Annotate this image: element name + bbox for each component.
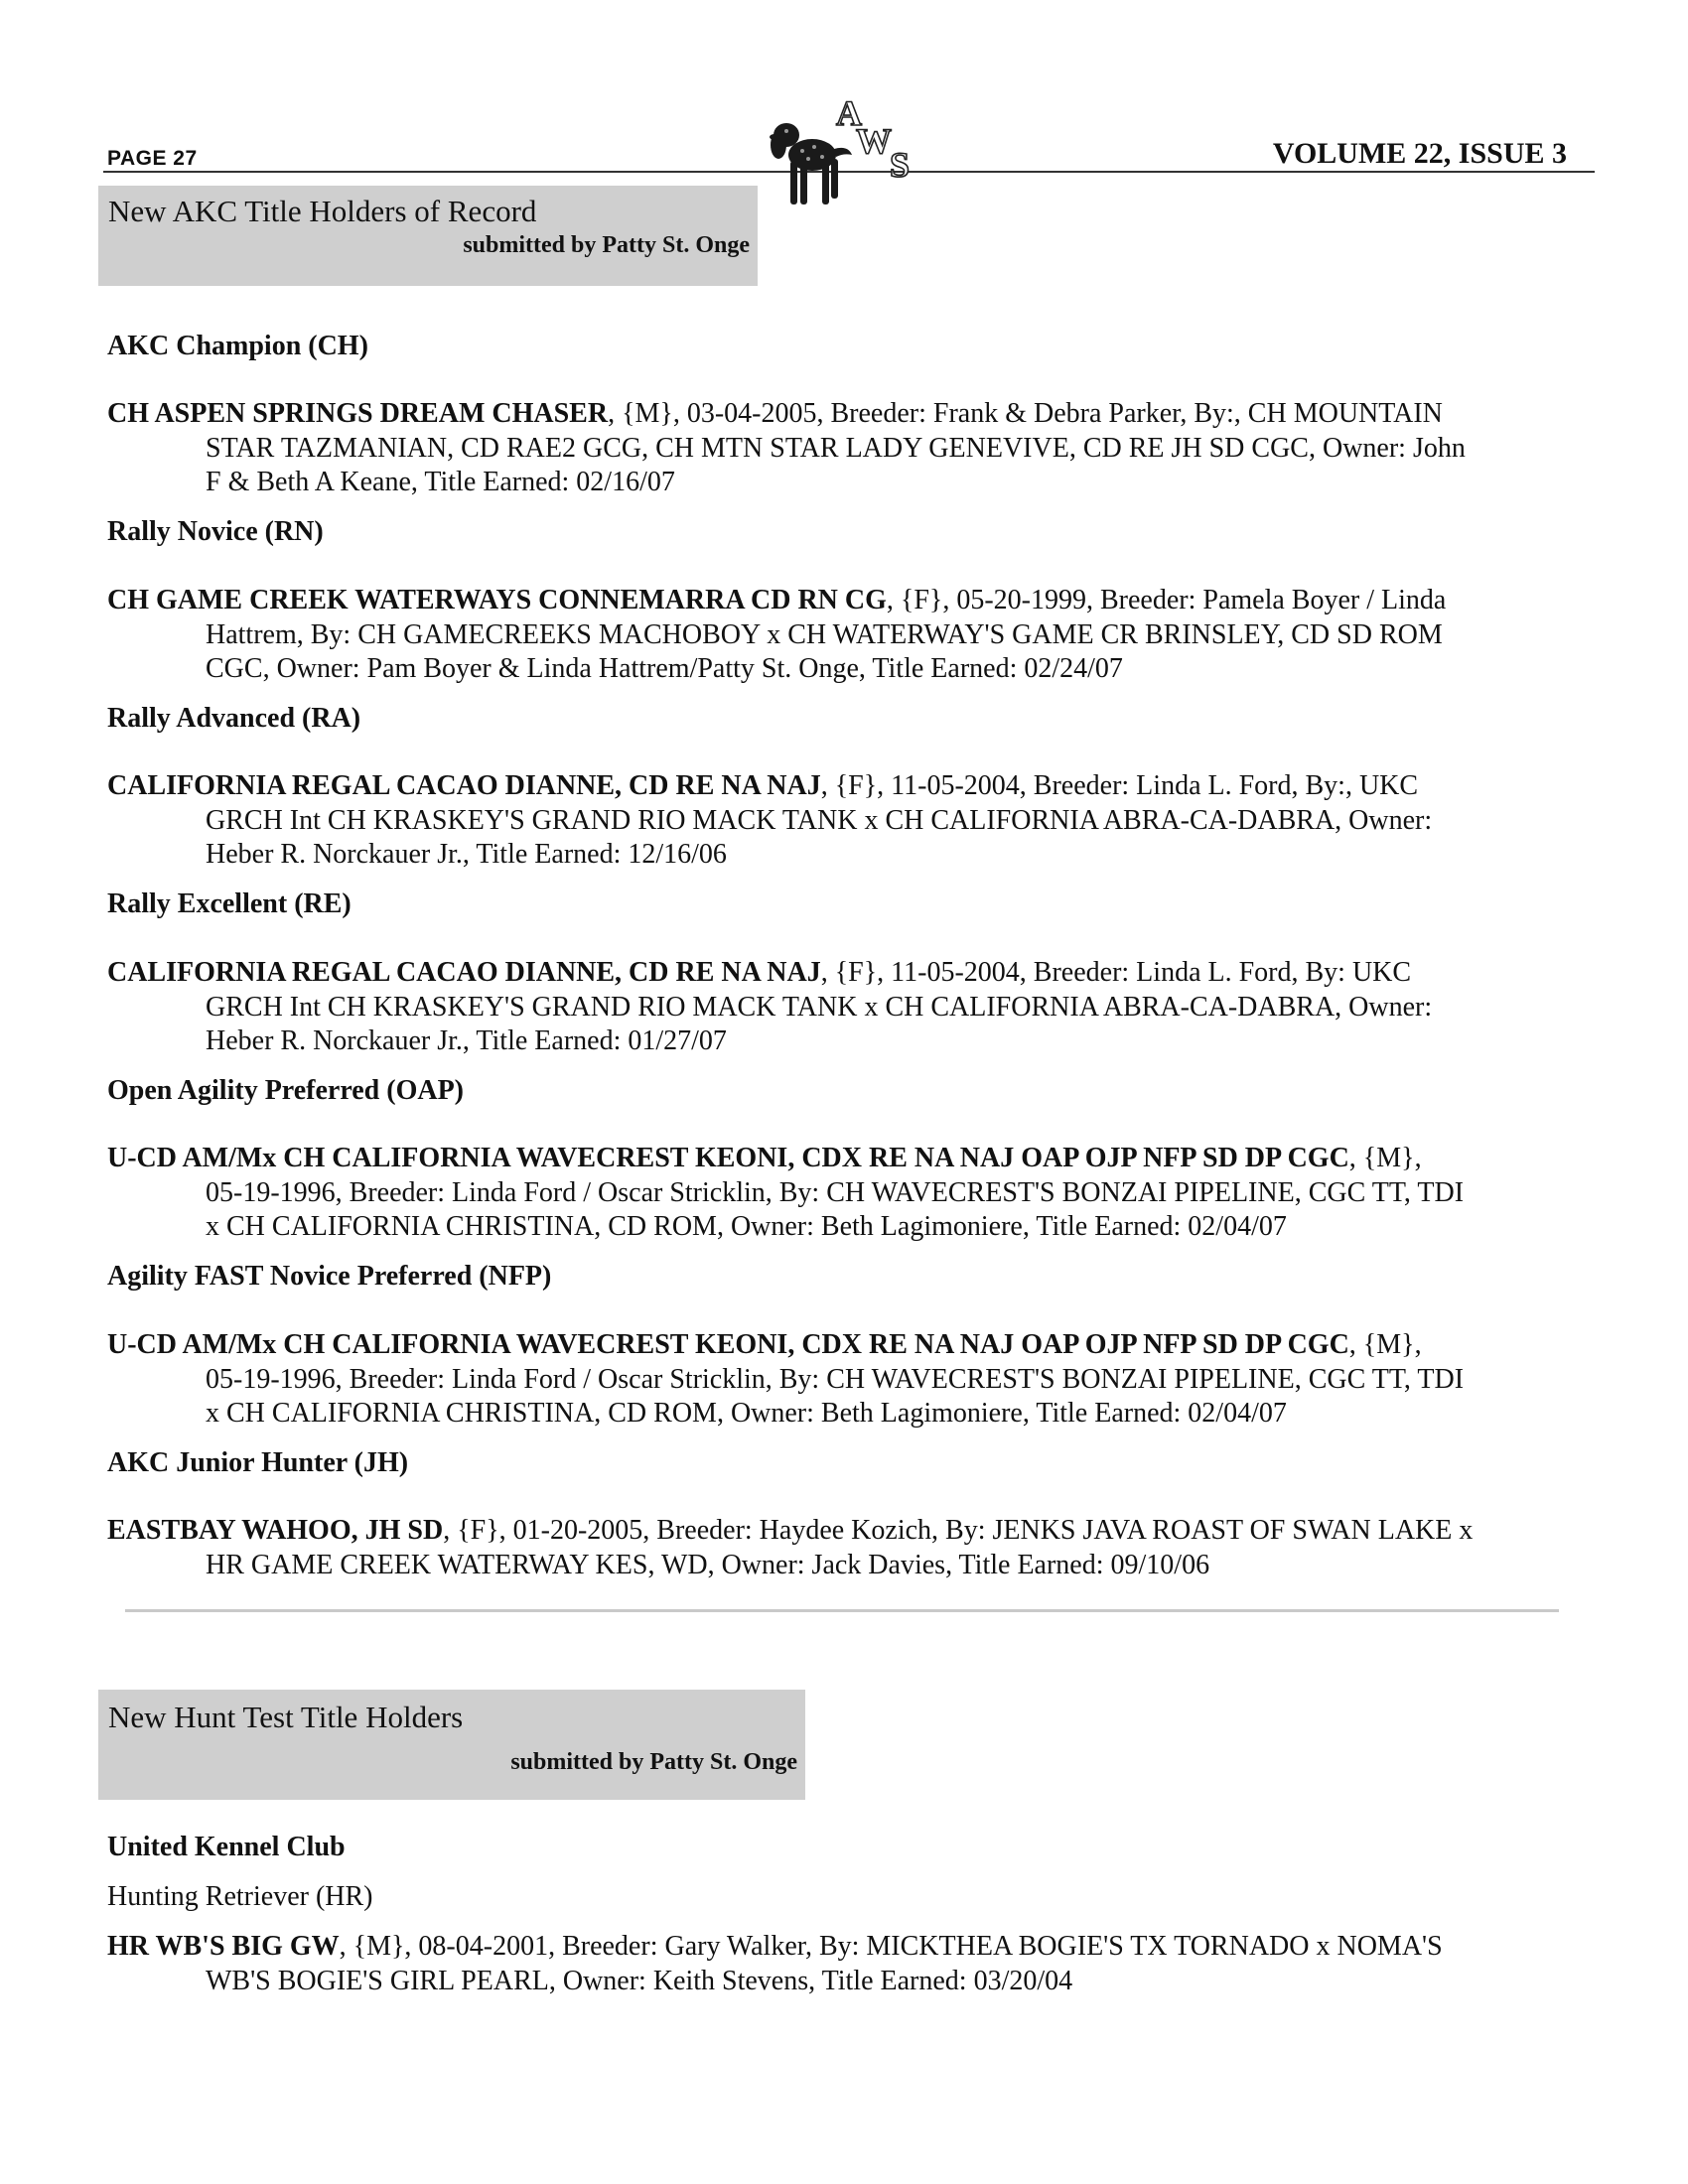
dog-name: U-CD AM/Mx CH CALIFORNIA WAVECREST KEONI, CDX RE NA NAJ OAP OJP NFP SD DP CGC [107,1143,1349,1173]
svg-text:S: S [890,145,911,185]
svg-text:A: A [836,95,862,133]
dog-logo-icon [757,95,925,234]
title-entry: CH GAME CREEK WATERWAYS CONNEMARRA CD RN CG, {F}, 05-20-1999, Breeder: Pamela Boyer / Linda Hattrem, By: CH GAMECREEKS MACHOBOY x CH WATERWAY'S GAME CR BRINSLEY, CD SD ROM CGC, Owner: Pam Boyer & Linda Hattrem/Patty St. Onge, Title Earned: 02/24/07 [107,585,1447,684]
title-entry: U-CD AM/Mx CH CALIFORNIA WAVECREST KEONI, CDX RE NA NAJ OAP OJP NFP SD DP CGC, {M}, 05-19-1996, Breeder: Linda Ford / Oscar Stricklin, By: CH WAVECREST'S BONZAI PIPELINE, CGC TT, TDI x CH CALIFORNIA CHRISTINA, CD ROM, Owner: Beth Lagimoniere, Title Earned: 02/04/07 [107,1143,1465,1242]
section-byline: submitted by Patty St. Onge [463,232,750,258]
title-entry: CH ASPEN SPRINGS DREAM CHASER, {M}, 03-04-2005, Breeder: Frank & Debra Parker, By:, CH MOUNTAIN STAR TAZMANIAN, CD RAE2 GCG, CH MTN STAR LADY GENEVIVE, CD RE JH SD CGC, Owner: John F & Beth A Keane, Title Earned: 02/16/07 [107,398,1466,497]
club-heading: United Kennel Club [107,1832,346,1862]
title-entry: CALIFORNIA REGAL CACAO DIANNE, CD RE NA NAJ, {F}, 11-05-2004, Breeder: Linda L. Ford, By: UKC GRCH Int CH KRASKEY'S GRAND RIO MACK TANK x CH CALIFORNIA ABRA-CA-DABRA, Owner: Heber R. Norckauer Jr., Title Earned: 01/27/07 [107,957,1433,1056]
category-heading: AKC Junior Hunter (JH) [107,1447,409,1478]
section-divider [125,1609,1559,1612]
dog-name: HR WB'S BIG GW [107,1931,340,1962]
section-title: New AKC Title Holders of Record [108,194,537,228]
dog-name: CALIFORNIA REGAL CACAO DIANNE, CD RE NA NAJ [107,770,821,801]
svg-text:W: W [856,121,892,161]
category-heading: Rally Excellent (RE) [107,888,352,919]
section-title: New Hunt Test Title Holders [108,1700,464,1734]
dog-name: CH GAME CREEK WATERWAYS CONNEMARRA CD RN CG [107,585,887,615]
page-number: PAGE 27 [107,147,198,170]
category-heading: Rally Advanced (RA) [107,703,361,734]
title-entry: U-CD AM/Mx CH CALIFORNIA WAVECREST KEONI, CDX RE NA NAJ OAP OJP NFP SD DP CGC, {M}, 05-19-1996, Breeder: Linda Ford / Oscar Stricklin, By: CH WAVECREST'S BONZAI PIPELINE, CGC TT, TDI x CH CALIFORNIA CHRISTINA, CD ROM, Owner: Beth Lagimoniere, Title Earned: 02/04/07 [107,1329,1465,1429]
dog-name: U-CD AM/Mx CH CALIFORNIA WAVECREST KEONI, CDX RE NA NAJ OAP OJP NFP SD DP CGC [107,1329,1349,1360]
category-heading: Open Agility Preferred (OAP) [107,1075,464,1106]
aws-logo [757,95,925,234]
category-heading: Agility FAST Novice Preferred (NFP) [107,1261,552,1292]
dog-name: CH ASPEN SPRINGS DREAM CHASER [107,398,609,429]
title-entry: EASTBAY WAHOO, JH SD, {F}, 01-20-2005, Breeder: Haydee Kozich, By: JENKS JAVA ROAST OF SWAN LAKE x HR GAME CREEK WATERWAY KES, WD, Owner: Jack Davies, Title Earned: 09/10/06 [107,1515,1474,1580]
subcategory-heading: Hunting Retriever (HR) [107,1881,373,1912]
section-header-akc [98,186,758,286]
section-header-hunt-test [98,1690,805,1800]
title-entry: CALIFORNIA REGAL CACAO DIANNE, CD RE NA NAJ, {F}, 11-05-2004, Breeder: Linda L. Ford, By:, UKC GRCH Int CH KRASKEY'S GRAND RIO MACK TANK x CH CALIFORNIA ABRA-CA-DABRA, Owner: Heber R. Norckauer Jr., Title Earned: 12/16/06 [107,770,1433,870]
section-byline: submitted by Patty St. Onge [510,1749,797,1775]
dog-name: EASTBAY WAHOO, JH SD [107,1515,444,1546]
category-heading: AKC Champion (CH) [107,331,368,361]
dog-name: CALIFORNIA REGAL CACAO DIANNE, CD RE NA NAJ [107,957,821,988]
volume-issue: VOLUME 22, ISSUE 3 [1272,137,1567,170]
title-entry: HR WB'S BIG GW, {M}, 08-04-2001, Breeder: Gary Walker, By: MICKTHEA BOGIE'S TX TORNADO x NOMA'S WB'S BOGIE'S GIRL PEARL, Owner: Keith Stevens, Title Earned: 03/20/04 [107,1931,1443,1996]
category-heading: Rally Novice (RN) [107,516,324,547]
